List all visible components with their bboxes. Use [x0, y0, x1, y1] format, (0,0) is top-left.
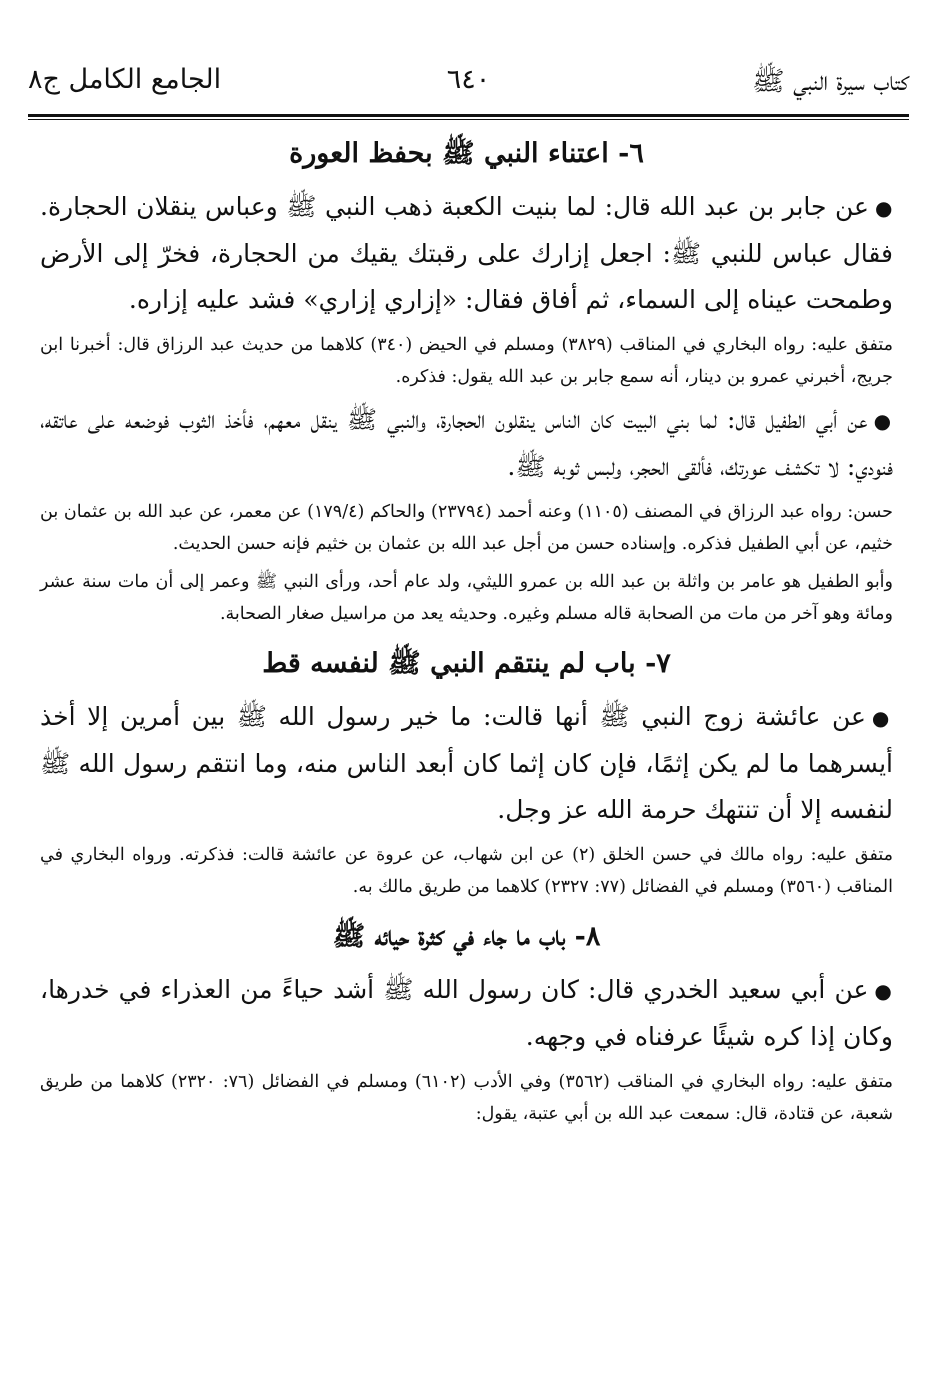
book-title: كتاب سيرة النبي ﷺ [751, 66, 909, 97]
narrator-note: وأبو الطفيل هو عامر بن واثلة بن عبد الله بن عمرو الليثي، ولد عام أحد، ورأى النبي ﷺ وعمر إلى أن مات سنة عشر ومائة وهو آخر من مات من الصحابة قاله مسلم وغيره. وحديثه يعد من مراسيل صغار الصحابة. [40, 572, 893, 624]
bullet-icon: ● [874, 196, 893, 220]
takhrij-note: متفق عليه: رواه البخاري في المناقب (٣٥٦٢) وفي الأدب (٦١٠٢) ومسلم في الفضائل (٧٦: ٢٣٢٠) كلاهما من طريق شعبة، عن قتادة، قال: سمعت عبد الله بن أبي عتبة، يقول: [40, 1072, 893, 1124]
volume-label: الجامع الكامل ج٨ [28, 64, 222, 95]
section-heading: ٧- باب لم ينتقم النبي ﷺ لنفسه قط [262, 648, 671, 679]
page-header [28, 58, 909, 110]
takhrij-note: متفق عليه: رواه مالك في حسن الخلق (٢) عن ابن شهاب، عن عروة عن عائشة قالت: فذكرته. ورواه البخاري في المناقب (٣٥٦٠) ومسلم في الفضائل (٧٧: ٢٣٢٧) كلاهما من طريق مالك به. [40, 845, 893, 897]
hadith-text [40, 967, 893, 1060]
hadith-body: عن أبي سعيد الخدري قال: كان رسول الله ﷺ أشد حياءً من العذراء في خدرها، وكان إذا كره شيئًا عرفناه في وجهه. [40, 975, 893, 1051]
bullet-icon: ● [871, 706, 894, 730]
hadith-body: عن جابر بن عبد الله قال: لما بنيت الكعبة ذهب النبي ﷺ وعباس ينقلان الحجارة. فقال عباس للنبي ﷺ: اجعل إزارك على رقبتك يقيك من الحجارة، فخرّ إلى الأرض وطمحت عيناه إلى السماء، ثم أفاق فقال: «إزاري إزاري» فشد عليه إزاره. [40, 192, 893, 314]
section-heading: ٦- اعتناء النبي ﷺ بحفظ العورة [289, 138, 644, 169]
page-content [40, 120, 893, 1134]
hadith-body: عن عائشة زوج النبي ﷺ أنها قالت: ما خير رسول الله ﷺ بين أمرين إلا أخذ أيسرهما ما لم يكن إثمًا، فإن كان إثما كان أبعد الناس منه، وما انتقم رسول الله ﷺ لنفسه إلا أن تنتهك حرمة الله عز وجل. [40, 702, 893, 824]
hadith-text [40, 694, 893, 833]
page-number: ٦٤٠ [446, 64, 491, 95]
hadith-text [40, 397, 893, 490]
bullet-icon: ● [874, 979, 894, 1003]
hadith-body: عن أبي الطفيل قال: لما بني البيت كان الناس ينقلون الحجارة، والنبي ﷺ ينقل معهم، فأخذ الثوب فوضعه على عاتقه، فنودي: لا تكشف عورتك، فألقى الحجر، ولبس ثوبه ﷺ. [40, 405, 893, 481]
section-heading: ٨- باب ما جاء في كثرة حيائه ﷺ [332, 921, 601, 952]
takhrij-note: حسن: رواه عبد الرزاق في المصنف (١١٠٥) وعنه أحمد (٢٣٧٩٤) والحاكم (١٧٩/٤) عن معمر، عن عبد الله بن عثمان بن خثيم، عن أبي الطفيل فذكره. وإسناده حسن من أجل عبد الله بن عثمان بن خثيم فإنه حسن الحديث. [40, 502, 893, 554]
hadith-text [40, 184, 893, 323]
takhrij-note: متفق عليه: رواه البخاري في المناقب (٣٨٢٩) ومسلم في الحيض (٣٤٠) كلاهما من حديث عبد الرزاق قال: أخبرنا ابن جريج، أخبرني عمرو بن دينار، أنه سمع جابر بن عبد الله يقول: فذكره. [40, 335, 893, 387]
bullet-icon: ● [873, 409, 893, 433]
